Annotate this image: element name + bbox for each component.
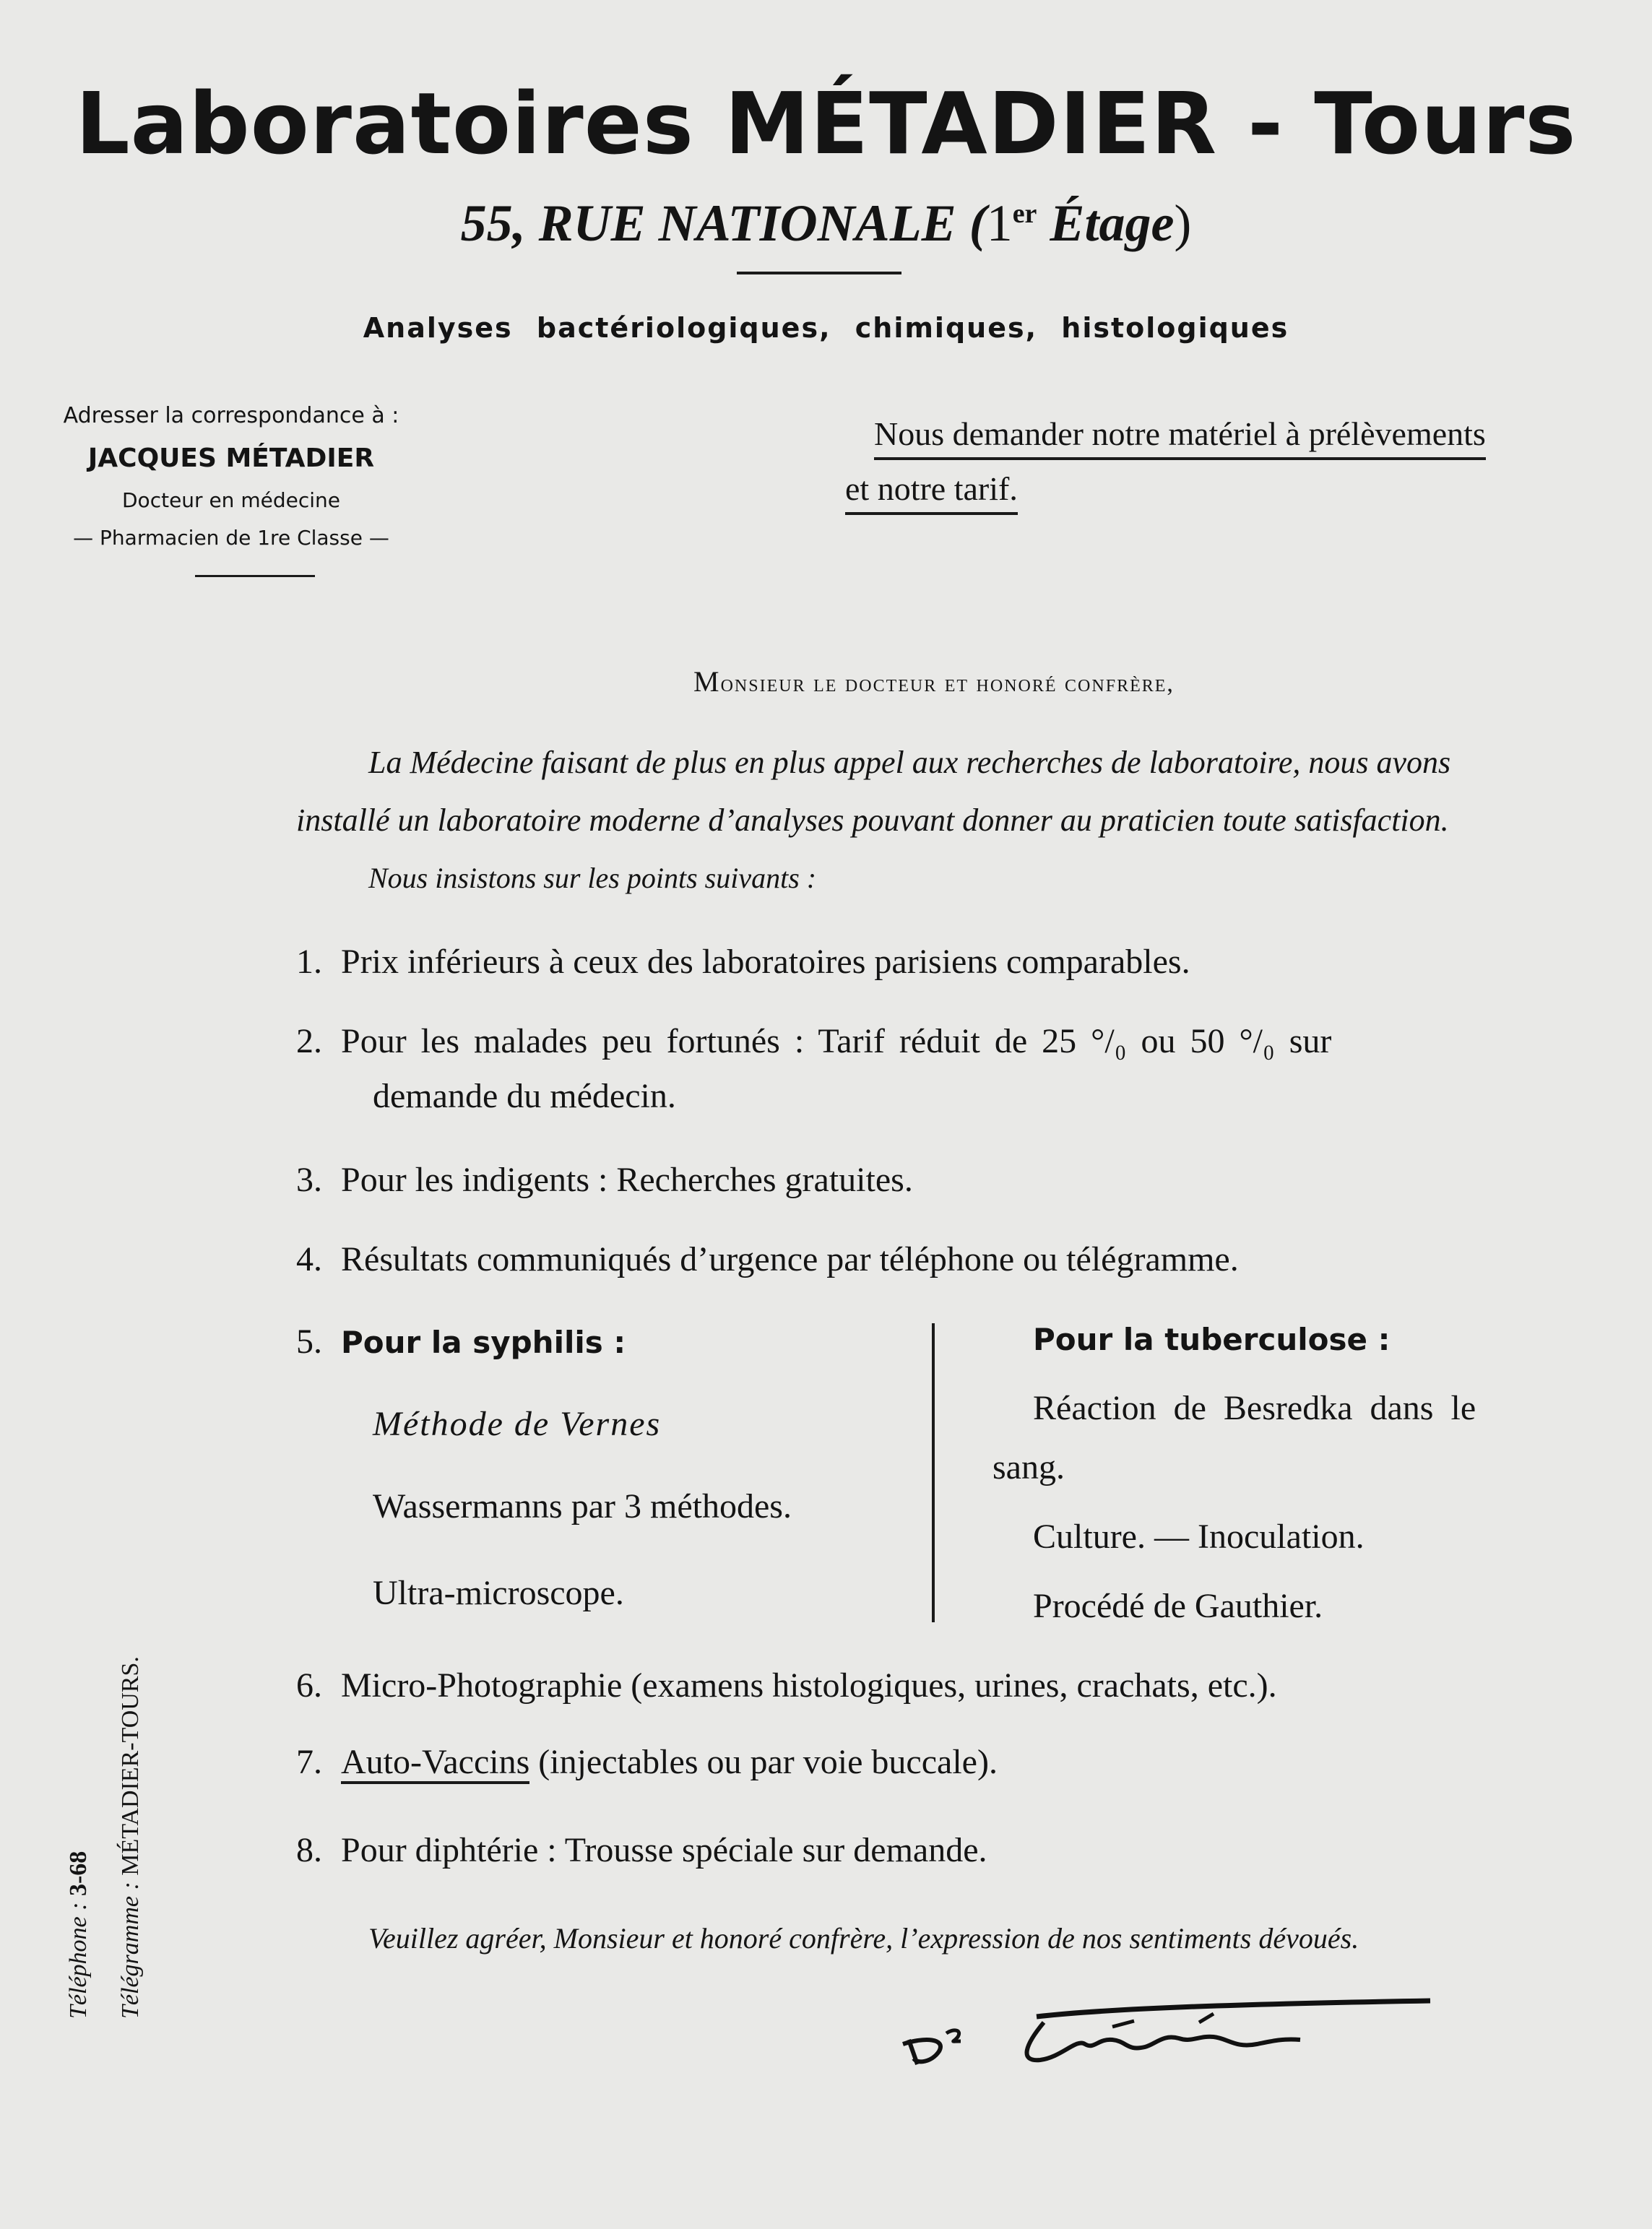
point-text: (injectables ou par voie buccale). bbox=[529, 1743, 998, 1781]
letterhead-address bbox=[0, 194, 1652, 254]
point-text: Pour les indigents : Recherches gratuites. bbox=[341, 1161, 913, 1199]
correspondence-divider bbox=[195, 575, 315, 577]
point-number: 6. bbox=[296, 1666, 322, 1705]
address-floor-number: 1 bbox=[986, 194, 1013, 252]
point-6 bbox=[296, 1666, 1277, 1705]
point-number: 5. bbox=[296, 1323, 322, 1361]
point-number: 8. bbox=[296, 1831, 322, 1869]
point-number: 2. bbox=[296, 1022, 322, 1060]
telegram-label: Télégramme : bbox=[117, 1882, 144, 2019]
point-text: Pour les malades peu fortunés : Tarif réduit de 25 °/₀ ou 50 °/₀ sur bbox=[341, 1022, 1332, 1060]
address-floor-sup: er bbox=[1012, 199, 1037, 229]
letter-greeting bbox=[693, 665, 1175, 698]
telephone-label: Téléphone : bbox=[65, 1902, 92, 2019]
syphilis-title: Pour la syphilis : bbox=[341, 1325, 626, 1360]
intro-line-2: installé un laboratoire moderne d’analyses pouvant donner au praticien toute satisfaction. bbox=[296, 802, 1449, 838]
tuberculose-item-4: Procédé de Gauthier. bbox=[1033, 1587, 1323, 1625]
tuberculose-item-3: Culture. — Inoculation. bbox=[1033, 1518, 1365, 1556]
tuberculose-item-1: Réaction de Besredka dans le bbox=[1033, 1389, 1476, 1427]
point-text: Prix inférieurs à ceux des laboratoires parisiens comparables. bbox=[341, 943, 1190, 981]
column-divider bbox=[932, 1323, 935, 1622]
correspondence-title-pharmacist: — Pharmacien de 1re Classe — bbox=[73, 526, 389, 550]
syphilis-item-2: Wassermanns par 3 méthodes. bbox=[373, 1487, 792, 1525]
point-number: 3. bbox=[296, 1161, 322, 1199]
point-number: 4. bbox=[296, 1240, 322, 1278]
point-2 bbox=[296, 1021, 1331, 1061]
request-line-2: et notre tarif. bbox=[845, 469, 1018, 515]
greeting-text: onsieur le docteur et honoré confrère, bbox=[720, 670, 1175, 697]
correspondence-name: JACQUES MÉTADIER bbox=[87, 443, 375, 473]
point-text: Résultats communiqués d’urgence par téléphone ou télégramme. bbox=[341, 1240, 1239, 1278]
closing-line: Veuillez agréer, Monsieur et honoré confrère, l’expression de nos sentiments dévoués. bbox=[368, 1922, 1359, 1955]
header-divider bbox=[737, 272, 901, 274]
correspondence-title-doctor: Docteur en médecine bbox=[122, 488, 340, 512]
correspondence-label: Adresser la correspondance à : bbox=[63, 403, 399, 428]
letterhead-title: Laboratoires MÉTADIER - Tours bbox=[75, 74, 1577, 173]
greeting-initial: M bbox=[693, 665, 721, 698]
services-line: Analyses bactériologiques, chimiques, histologiques bbox=[363, 312, 1289, 344]
point-3 bbox=[296, 1160, 913, 1200]
point-5-syphilis-heading bbox=[296, 1322, 626, 1362]
point-7 bbox=[296, 1742, 998, 1782]
signature-image bbox=[896, 1994, 1445, 2080]
tuberculose-title: Pour la tuberculose : bbox=[1033, 1322, 1391, 1357]
point-4 bbox=[296, 1239, 1239, 1279]
telegram-address: MÉTADIER-TOURS. bbox=[117, 1656, 144, 1876]
point-text-underlined: Auto-Vaccins bbox=[341, 1743, 529, 1784]
syphilis-item-1: Méthode de Vernes bbox=[373, 1405, 662, 1443]
point-text: Micro-Photographie (examens histologiques, urines, crachats, etc.). bbox=[341, 1666, 1277, 1705]
address-close: ) bbox=[1174, 194, 1192, 252]
request-line-1: Nous demander notre matériel à prélèvements bbox=[874, 415, 1486, 460]
point-1 bbox=[296, 942, 1190, 982]
tuberculose-item-2: sang. bbox=[993, 1448, 1065, 1486]
point-8 bbox=[296, 1830, 987, 1870]
point-text: Pour diphtérie : Trousse spéciale sur demande. bbox=[341, 1831, 987, 1869]
intro-line-3: Nous insistons sur les points suivants : bbox=[368, 862, 817, 894]
point-number: 7. bbox=[296, 1743, 322, 1781]
address-floor: Étage bbox=[1050, 194, 1175, 252]
margin-telegram bbox=[117, 1656, 144, 2019]
address-street: 55, RUE NATIONALE ( bbox=[460, 194, 987, 252]
syphilis-item-3: Ultra-microscope. bbox=[373, 1574, 624, 1612]
telephone-number: 3-68 bbox=[65, 1851, 92, 1897]
point-2-continued: demande du médecin. bbox=[373, 1077, 676, 1115]
point-number: 1. bbox=[296, 943, 322, 981]
intro-line-1: La Médecine faisant de plus en plus appel aux recherches de laboratoire, nous avons bbox=[368, 745, 1451, 780]
margin-telephone bbox=[65, 1851, 92, 2019]
